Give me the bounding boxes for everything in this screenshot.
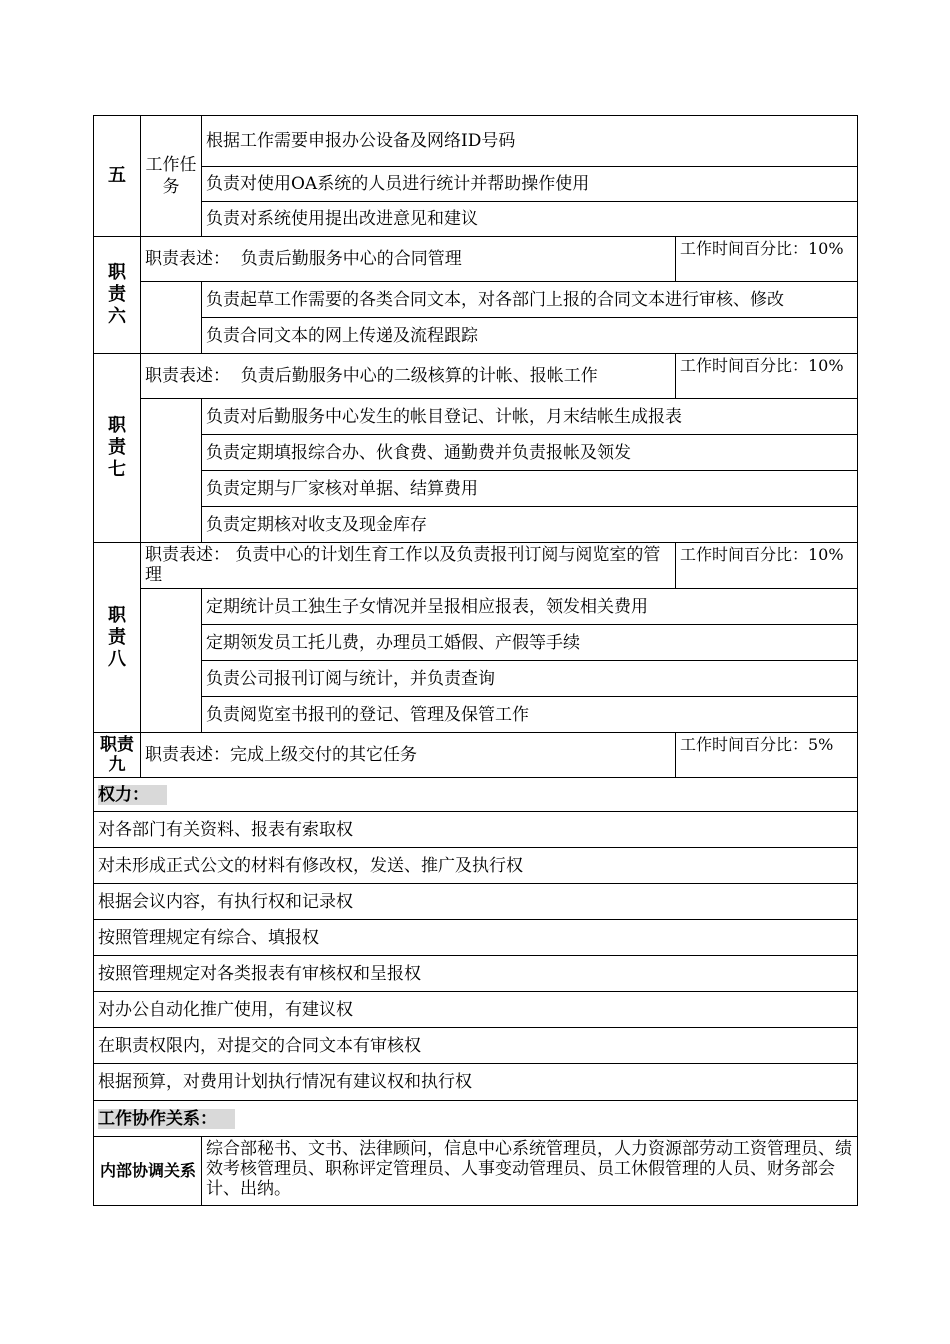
duty-8-task-4: 负责阅览室书报刊的登记、管理及保管工作 [202, 697, 858, 733]
authority-heading: 权力： [94, 778, 858, 812]
authority-item: 按照管理规定有综合、填报权 [94, 920, 858, 956]
duty-7-task-4: 负责定期核对收支及现金库存 [202, 507, 858, 543]
duty-7-blank [141, 399, 202, 543]
duty-8-statement: 职责表述： 负责中心的计划生育工作以及负责报刊订阅与阅览室的管理 [141, 543, 676, 589]
duty-6-label: 职责六 [94, 237, 141, 354]
job-description-table [93, 115, 858, 1206]
duty-6-percent: 工作时间百分比：10% [676, 237, 858, 282]
duty-6-task-2: 负责合同文本的网上传递及流程跟踪 [202, 318, 858, 354]
duty-6-blank [141, 282, 202, 354]
duty-6-task-1: 负责起草工作需要的各类合同文本，对各部门上报的合同文本进行审核、修改 [202, 282, 858, 318]
duty-8-task-3: 负责公司报刊订阅与统计，并负责查询 [202, 661, 858, 697]
duty-5-label: 五 [94, 116, 141, 237]
duty-7-task-3: 负责定期与厂家核对单据、结算费用 [202, 471, 858, 507]
authority-item: 对未形成正式公文的材料有修改权，发送、推广及执行权 [94, 848, 858, 884]
duty-7-percent: 工作时间百分比：10% [676, 354, 858, 399]
duty-9-statement: 职责表述：完成上级交付的其它任务 [141, 733, 676, 778]
duty-7-statement: 职责表述： 负责后勤服务中心的二级核算的计帐、报帐工作 [141, 354, 676, 399]
relations-heading: 工作协作关系： [94, 1101, 858, 1137]
duty-5-task-3: 负责对系统使用提出改进意见和建议 [202, 202, 858, 237]
duty-8-task-1: 定期统计员工独生子女情况并呈报相应报表，领发相关费用 [202, 589, 858, 625]
duty-5-task-label: 工作任务 [141, 116, 202, 237]
internal-relations-label: 内部协调关系 [94, 1137, 202, 1206]
duty-8-percent: 工作时间百分比：10% [676, 543, 858, 589]
authority-item: 对各部门有关资料、报表有索取权 [94, 812, 858, 848]
authority-item: 根据会议内容，有执行权和记录权 [94, 884, 858, 920]
authority-item: 对办公自动化推广使用，有建议权 [94, 992, 858, 1028]
duty-7-task-1: 负责对后勤服务中心发生的帐目登记、计帐，月末结帐生成报表 [202, 399, 858, 435]
duty-9-label: 职责九 [94, 733, 141, 778]
duty-9-percent: 工作时间百分比：5% [676, 733, 858, 778]
duty-6-statement: 职责表述： 负责后勤服务中心的合同管理 [141, 237, 676, 282]
duty-8-label: 职责八 [94, 543, 141, 733]
duty-8-blank [141, 589, 202, 733]
internal-relations-text: 综合部秘书、文书、法律顾问，信息中心系统管理员，人力资源部劳动工资管理员、绩效考核管理员、职称评定管理员、人事变动管理员、员工休假管理的人员、财务部会计、出纳。 [202, 1137, 858, 1206]
duty-7-task-2: 负责定期填报综合办、伙食费、通勤费并负责报帐及领发 [202, 435, 858, 471]
authority-item: 根据预算，对费用计划执行情况有建议权和执行权 [94, 1064, 858, 1101]
duty-7-label: 职责七 [94, 354, 141, 543]
duty-5-task-2: 负责对使用OA系统的人员进行统计并帮助操作使用 [202, 167, 858, 202]
duty-8-task-2: 定期领发员工托儿费，办理员工婚假、产假等手续 [202, 625, 858, 661]
authority-item: 按照管理规定对各类报表有审核权和呈报权 [94, 956, 858, 992]
duty-5-task-1: 根据工作需要申报办公设备及网络ID号码 [202, 116, 858, 167]
authority-item: 在职责权限内，对提交的合同文本有审核权 [94, 1028, 858, 1064]
